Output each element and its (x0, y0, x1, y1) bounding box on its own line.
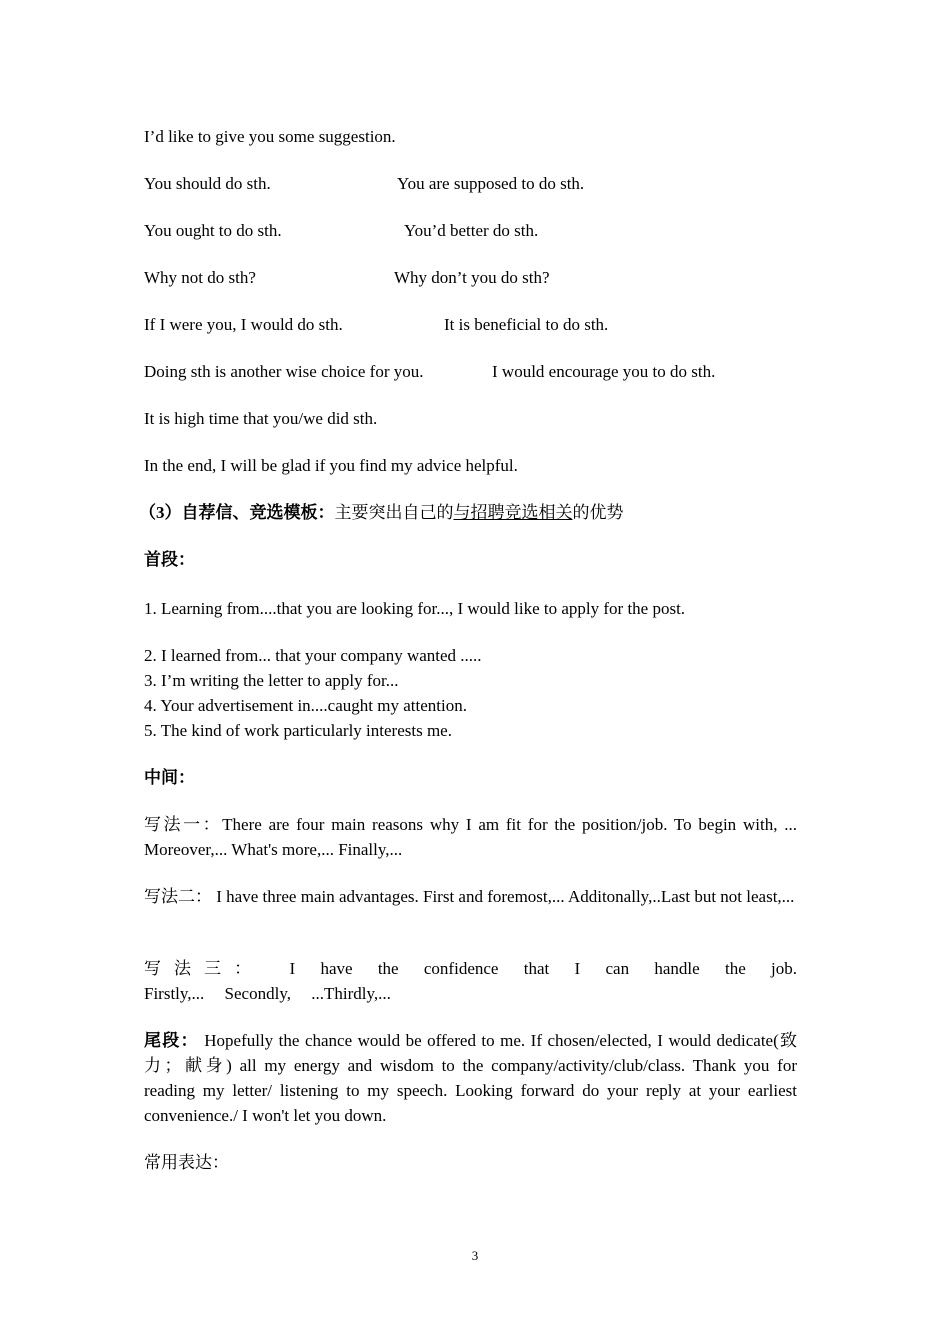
method-1-label: 写法一： (144, 815, 223, 834)
middle-heading: 中间： (144, 768, 195, 787)
middle-method-2 (144, 884, 797, 909)
suggestion-left-3: Why not do sth? (144, 268, 256, 287)
suggestion-left-4: If I were you, I would do sth. (144, 315, 343, 334)
suggestion-intro: I’d like to give you some suggestion. (144, 127, 396, 146)
section-3-desc-pre: 主要突出自己的 (334, 503, 454, 522)
common-expressions-heading: 常用表达： (144, 1153, 229, 1172)
method-3-text: I have the confidence that I can handle the job. Firstly,... Secondly, ...Thirdly,... (144, 959, 798, 1003)
suggestion-right-1: You are supposed to do sth. (397, 174, 585, 193)
opening-item-1: 1. Learning from....that you are looking for..., I would like to apply for the post. (144, 599, 686, 618)
suggestion-right-4: It is beneficial to do sth. (444, 315, 609, 334)
opening-item-3: 3. I’m writing the letter to apply for... (144, 671, 399, 690)
closing-text: Hopefully the chance would be offered to me. If chosen/elected, I would dedicate(致力；献身) all my energy and wisdom to the company/activity/club/class. Thank you for reading my letter/ listening to my speech. Looking forward do your reply at your earliest convenience./ I won't let you down. (144, 1031, 798, 1125)
middle-method-1 (144, 812, 797, 862)
opening-heading: 首段： (144, 550, 195, 569)
suggestion-left-5: Doing sth is another wise choice for you. (144, 362, 424, 381)
section-3-heading: （3）自荐信、竞选模板： (139, 503, 335, 522)
middle-method-3 (144, 956, 797, 1006)
closing-paragraph (144, 1028, 797, 1128)
opening-item-2: 2. I learned from... that your company wanted ..... (144, 646, 482, 665)
opening-item-5: 5. The kind of work particularly interests me. (144, 721, 452, 740)
opening-item-4: 4. Your advertisement in....caught my attention. (144, 696, 467, 715)
suggestion-left-1: You should do sth. (144, 174, 271, 193)
method-2-text: I have three main advantages. First and foremost,... Additonally,..Last but not least,... (216, 887, 795, 906)
section-3-heading-line (139, 500, 624, 525)
closing-heading: 尾段： (144, 1031, 199, 1050)
suggestion-left-2: You ought to do sth. (144, 221, 282, 240)
page-number: 3 (471, 1248, 479, 1263)
method-3-label: 写法三： (144, 959, 265, 978)
suggestion-ending: In the end, I will be glad if you find my advice helpful. (144, 456, 518, 475)
method-2-label: 写法二： (144, 887, 212, 906)
suggestion-right-5: I would encourage you to do sth. (492, 362, 716, 381)
section-3-desc-underlined: 与招聘竞选相关 (453, 503, 573, 522)
suggestion-high-time: It is high time that you/we did sth. (144, 409, 378, 428)
suggestion-right-3: Why don’t you do sth? (394, 268, 550, 287)
suggestion-right-2: You’d better do sth. (404, 221, 539, 240)
section-3-desc-post: 的优势 (572, 503, 624, 522)
method-1-text: There are four main reasons why I am fit for the position/job. To begin with, ... Moreover,... What's more,... Finally,... (144, 815, 797, 859)
